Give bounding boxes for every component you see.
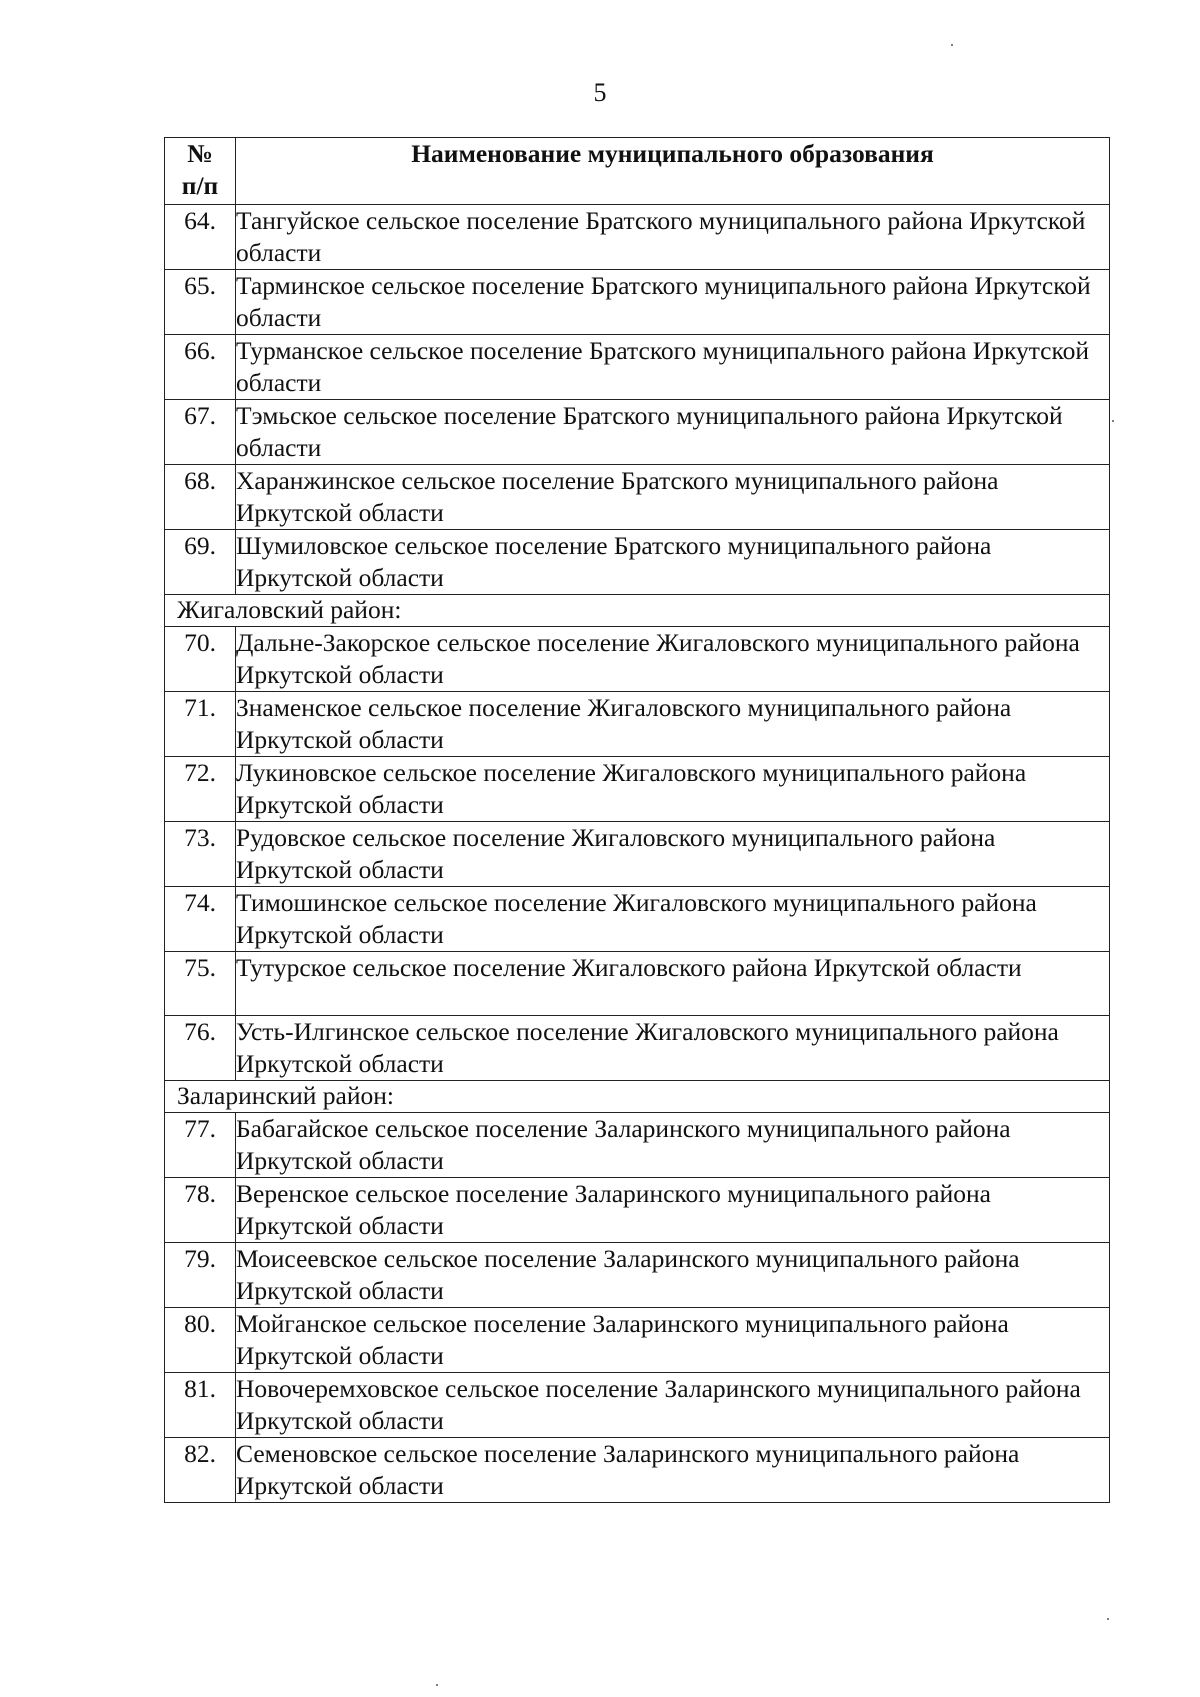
table-row xyxy=(165,952,1110,1016)
table-row xyxy=(165,627,1110,692)
table-row xyxy=(165,1016,1110,1081)
table-body xyxy=(165,205,1110,1503)
municipality-name: Тимошинское сельское поселение Жигаловского муниципального района Иркутской области xyxy=(236,887,1110,952)
scan-speck xyxy=(1112,420,1114,422)
municipality-name: Тутурское сельское поселение Жигаловского района Иркутской области xyxy=(236,952,1110,1016)
header-name-column: Наименование муниципального образования xyxy=(236,138,1110,205)
row-number: 81. xyxy=(165,1373,236,1438)
section-row xyxy=(165,595,1110,627)
table-row xyxy=(165,887,1110,952)
municipality-name: Бабагайское сельское поселение Заларинского муниципального района Иркутской области xyxy=(236,1113,1110,1178)
table-row xyxy=(165,335,1110,400)
table-row xyxy=(165,822,1110,887)
row-number: 69. xyxy=(165,530,236,595)
table-row xyxy=(165,692,1110,757)
header-number-abbrev: п/п xyxy=(181,171,219,200)
scan-speck xyxy=(951,44,953,46)
table-header-row xyxy=(165,138,1110,205)
row-number: 66. xyxy=(165,335,236,400)
row-number: 65. xyxy=(165,270,236,335)
municipality-name: Новочеремховское сельское поселение Заларинского муниципального района Иркутской области xyxy=(236,1373,1110,1438)
table-row xyxy=(165,400,1110,465)
table-row xyxy=(165,1308,1110,1373)
row-number: 68. xyxy=(165,465,236,530)
municipality-name: Лукиновское сельское поселение Жигаловского муниципального района Иркутской области xyxy=(236,757,1110,822)
row-number: 79. xyxy=(165,1243,236,1308)
table-row xyxy=(165,757,1110,822)
municipality-name: Мойганское сельское поселение Заларинского муниципального района Иркутской области xyxy=(236,1308,1110,1373)
row-number: 67. xyxy=(165,400,236,465)
scan-speck xyxy=(1107,1618,1109,1620)
municipality-name: Тангуйское сельское поселение Братского муниципального района Иркутской области xyxy=(236,205,1110,270)
municipality-name: Турманское сельское поселение Братского муниципального района Иркутской области xyxy=(236,335,1110,400)
header-number-column xyxy=(165,138,236,205)
row-number: 70. xyxy=(165,627,236,692)
table-row xyxy=(165,1373,1110,1438)
scan-speck xyxy=(436,1684,438,1686)
municipality-name: Усть-Илгинское сельское поселение Жигаловского муниципального района Иркутской области xyxy=(236,1016,1110,1081)
row-number: 74. xyxy=(165,887,236,952)
section-heading: Заларинский район: xyxy=(165,1081,1110,1113)
header-number-symbol: № xyxy=(187,139,213,168)
municipality-name: Семеновское сельское поселение Заларинского муниципального района Иркутской области xyxy=(236,1438,1110,1503)
table-row xyxy=(165,1113,1110,1178)
municipality-name: Знаменское сельское поселение Жигаловского муниципального района Иркутской области xyxy=(236,692,1110,757)
row-number: 76. xyxy=(165,1016,236,1081)
row-number: 78. xyxy=(165,1178,236,1243)
table-row xyxy=(165,1438,1110,1503)
row-number: 71. xyxy=(165,692,236,757)
table-row xyxy=(165,205,1110,270)
row-number: 77. xyxy=(165,1113,236,1178)
municipality-name: Веренское сельское поселение Заларинского муниципального района Иркутской области xyxy=(236,1178,1110,1243)
row-number: 64. xyxy=(165,205,236,270)
municipal-table xyxy=(164,137,1110,1503)
table-row xyxy=(165,1178,1110,1243)
row-number: 75. xyxy=(165,952,236,1016)
table-row xyxy=(165,530,1110,595)
table-row xyxy=(165,270,1110,335)
municipality-name: Тарминское сельское поселение Братского муниципального района Иркутской области xyxy=(236,270,1110,335)
row-number: 80. xyxy=(165,1308,236,1373)
section-heading: Жигаловский район: xyxy=(165,595,1110,627)
row-number: 73. xyxy=(165,822,236,887)
section-row xyxy=(165,1081,1110,1113)
table-row xyxy=(165,465,1110,530)
row-number: 72. xyxy=(165,757,236,822)
municipality-name: Шумиловское сельское поселение Братского муниципального района Иркутской области xyxy=(236,530,1110,595)
municipality-name: Рудовское сельское поселение Жигаловского муниципального района Иркутской области xyxy=(236,822,1110,887)
municipality-name: Тэмьское сельское поселение Братского муниципального района Иркутской области xyxy=(236,400,1110,465)
page-number: 5 xyxy=(593,78,607,107)
municipality-name: Моисеевское сельское поселение Заларинского муниципального района Иркутской области xyxy=(236,1243,1110,1308)
municipality-name: Дальне-Закорское сельское поселение Жигаловского муниципального района Иркутской области xyxy=(236,627,1110,692)
row-number: 82. xyxy=(165,1438,236,1503)
table-row xyxy=(165,1243,1110,1308)
municipality-name: Харанжинское сельское поселение Братского муниципального района Иркутской области xyxy=(236,465,1110,530)
